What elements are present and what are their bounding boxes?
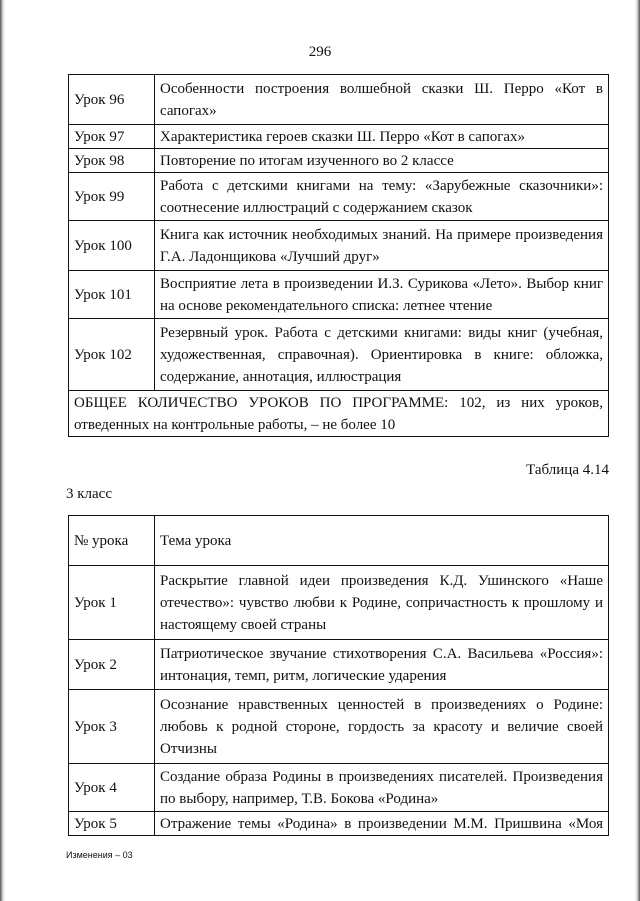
table-row: [69, 173, 609, 221]
lesson-theme: Резервный урок. Работа с детскими книгами: виды книг (учебная, художественная, справочная). Ориентировка в книге: обложка, содержание, аннотация, иллюстрация: [155, 319, 609, 391]
table-row: [69, 319, 609, 391]
class-label: 3 класс: [66, 486, 112, 502]
lesson-number: Урок 102: [69, 319, 155, 391]
table-header-row: [69, 516, 609, 566]
lesson-number: Урок 98: [69, 149, 155, 173]
header-lesson-theme: Тема урока: [155, 516, 609, 566]
table-row: [69, 75, 609, 125]
lesson-number: Урок 96: [69, 75, 155, 125]
lessons-total: ОБЩЕЕ КОЛИЧЕСТВО УРОКОВ ПО ПРОГРАММЕ: 102, из них уроков, отведенных на контрольные работы, – не более 10: [69, 391, 609, 437]
table-row: [69, 221, 609, 271]
lesson-theme: Восприятие лета в произведении И.З. Сурикова «Лето». Выбор книг на основе рекомендательного списка: летнее чтение: [155, 271, 609, 319]
lesson-theme: Раскрытие главной идеи произведения К.Д. Ушинского «Наше отечество»: чувство любви к Родине, сопричастность к прошлому и настоящему своей страны: [155, 566, 609, 640]
footer-revision: Изменения – 03: [66, 850, 133, 860]
table-row: [69, 764, 609, 812]
lesson-number: Урок 97: [69, 125, 155, 149]
lesson-number: Урок 3: [69, 690, 155, 764]
lesson-theme: Осознание нравственных ценностей в произведениях о Родине: любовь к родной стороне, гордость за красоту и величие своей Отчизны: [155, 690, 609, 764]
lesson-number: Урок 100: [69, 221, 155, 271]
table-row: [69, 271, 609, 319]
lesson-theme: Отражение темы «Родина» в произведении М.М. Пришвина «Моя: [155, 812, 609, 836]
lesson-number: Урок 5: [69, 812, 155, 836]
table-total-row: [69, 391, 609, 437]
table-row: [69, 690, 609, 764]
lessons-table-grade-3: [68, 515, 609, 836]
table-row: [69, 812, 609, 836]
lesson-number: Урок 101: [69, 271, 155, 319]
lesson-theme: Повторение по итогам изученного во 2 классе: [155, 149, 609, 173]
lesson-number: Урок 2: [69, 640, 155, 690]
table-row: [69, 125, 609, 149]
scan-edge-left: [0, 0, 5, 901]
page-number: 296: [308, 44, 332, 60]
lesson-theme: Создание образа Родины в произведениях писателей. Произведения по выбору, например, Т.В. Бокова «Родина»: [155, 764, 609, 812]
lesson-number: Урок 1: [69, 566, 155, 640]
scan-edge-right: [635, 0, 640, 901]
lesson-theme: Характеристика героев сказки Ш. Перро «Кот в сапогах»: [155, 125, 609, 149]
lesson-theme: Патриотическое звучание стихотворения С.А. Васильева «Россия»: интонация, темп, ритм, логические ударения: [155, 640, 609, 690]
lesson-number: Урок 99: [69, 173, 155, 221]
lessons-table-grade-2: [68, 74, 609, 437]
table-row: [69, 149, 609, 173]
table-caption: Таблица 4.14: [526, 462, 609, 478]
table-row: [69, 566, 609, 640]
table-row: [69, 640, 609, 690]
lesson-theme: Работа с детскими книгами на тему: «Зарубежные сказочники»: соотнесение иллюстраций с содержанием сказок: [155, 173, 609, 221]
header-lesson-number: № урока: [69, 516, 155, 566]
lesson-theme: Особенности построения волшебной сказки Ш. Перро «Кот в сапогах»: [155, 75, 609, 125]
lesson-number: Урок 4: [69, 764, 155, 812]
lesson-theme: Книга как источник необходимых знаний. На примере произведения Г.А. Ладонщикова «Лучший друг»: [155, 221, 609, 271]
